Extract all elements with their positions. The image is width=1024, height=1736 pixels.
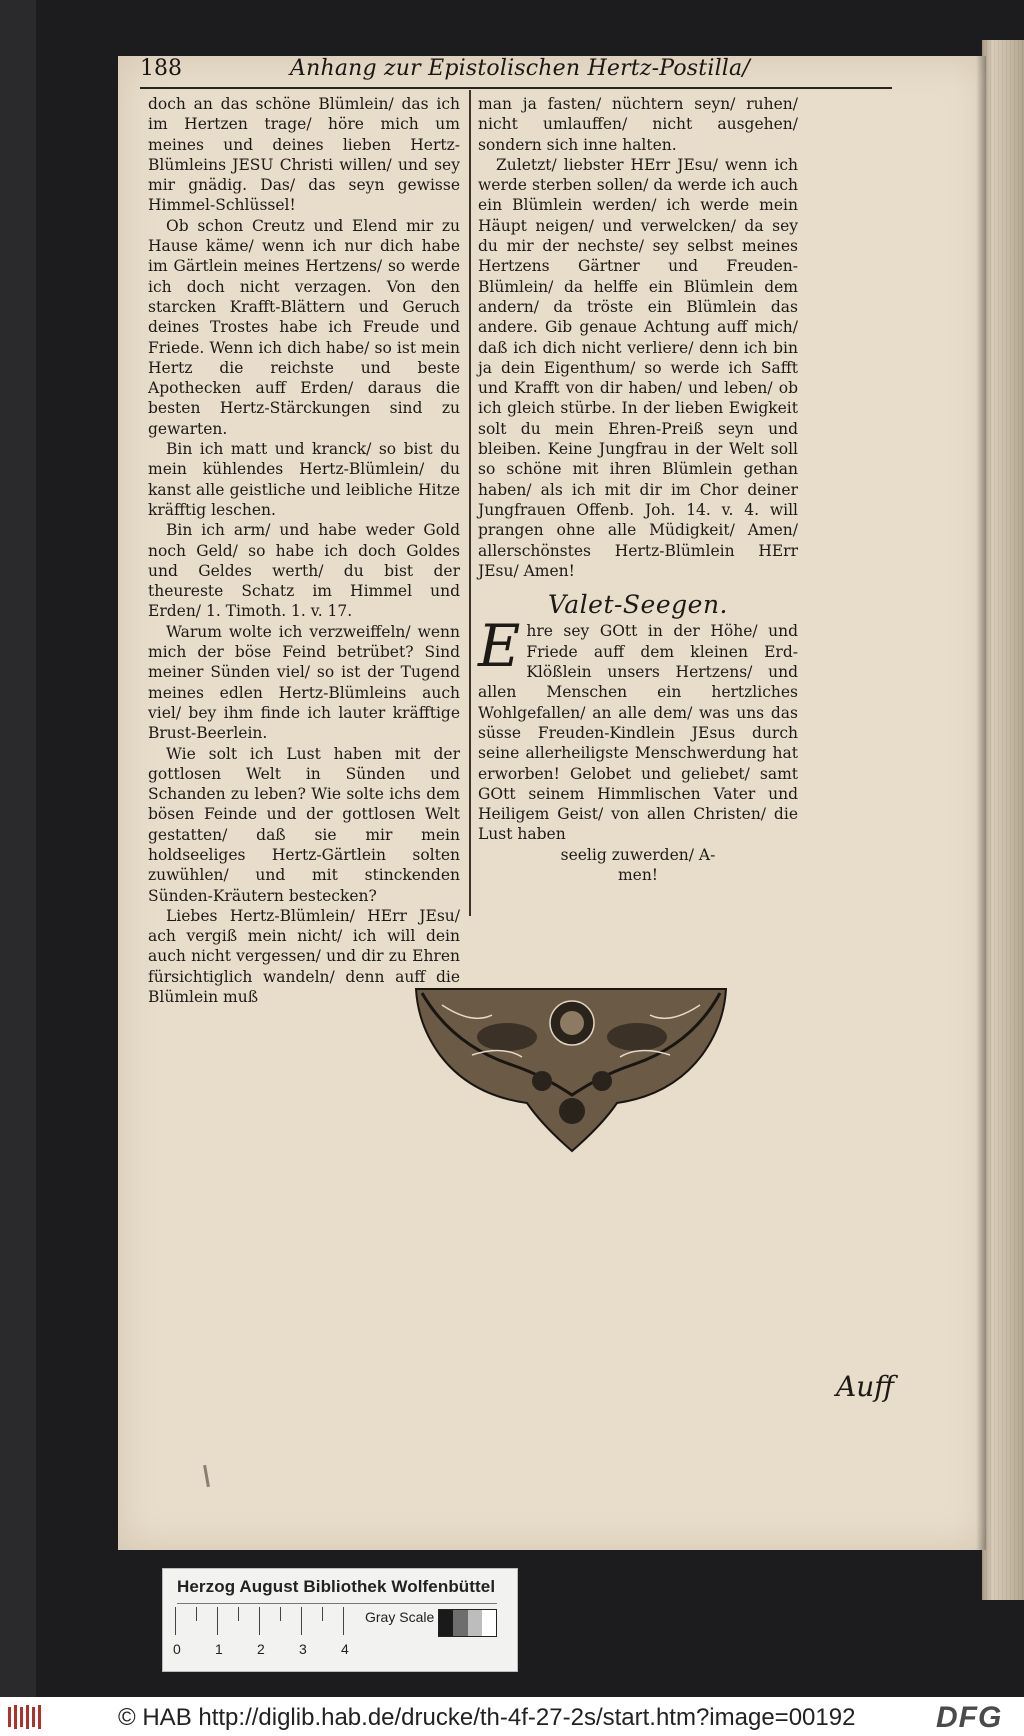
left-paragraph: Bin ich matt und kranck/ so bist du mein kühlendes Hertz-Blümlein/ du kanst alle geistliche und leibliche Hitze kräfftig leschen. bbox=[148, 440, 460, 519]
catchword: Auff bbox=[836, 1370, 895, 1403]
right-paragraph: man ja fasten/ nüchtern seyn/ ruhen/ nicht umlauffen/ nicht ausgehen/ sondern sich inne halten. bbox=[478, 95, 798, 154]
left-paragraph: Liebes Hertz-Blümlein/ HErr JEsu/ ach vergiß mein nicht/ ich will dein auch nicht vergessen/ und dir zu Ehren fürsichtiglich wandeln/ denn auff die Blümlein muß bbox=[148, 906, 460, 1007]
card-rule bbox=[177, 1603, 497, 1604]
scale-label: 0 bbox=[173, 1641, 181, 1657]
gray-swatches bbox=[438, 1609, 497, 1637]
footer-bar bbox=[0, 1697, 1024, 1736]
color-target-card bbox=[162, 1568, 518, 1672]
left-paragraph: Warum wolte ich verzweiffeln/ wenn mich der böse Feind betrübet? Sind meiner Sünden viel/ so ist der Tugend meines edlen Hertz-Blümleins auch viel/ bey ihm finde ich lauter kräfftige Brust-Beerlein. bbox=[148, 622, 460, 743]
running-head bbox=[140, 56, 892, 86]
scale-label: 4 bbox=[341, 1641, 349, 1657]
copyright-url-link[interactable]: © HAB http://diglib.hab.de/drucke/th-4f-27-2s/start.htm?image=00192 bbox=[118, 1704, 856, 1731]
blessing-text: hre sey GOtt in der Höhe/ und Friede auff dem kleinen Erd-Klößlein unsers Hertzens/ und allen Menschen ein hertzliches Wohlgefallen/ an alle dem/ was uns das süsse Freuden-Kindlein JEsus durch seine allerheiligste Menschwerdung hat erworben! Gelobet und geliebet/ samt GOtt seinem Himmlischen Vater und Heiligem Geist/ von allen Christen/ die Lust haben bbox=[478, 622, 798, 844]
scale-label: 3 bbox=[299, 1641, 307, 1657]
hab-logo-icon bbox=[6, 1703, 44, 1731]
page-gutter-shadow bbox=[976, 56, 986, 1550]
gray-swatch bbox=[453, 1610, 467, 1636]
library-name: Herzog August Bibliothek Wolfenbüttel bbox=[177, 1577, 496, 1596]
blessing-closing-line: men! bbox=[617, 865, 659, 884]
gray-swatch bbox=[482, 1610, 496, 1636]
scale-ruler bbox=[175, 1607, 365, 1637]
gray-swatch bbox=[439, 1610, 453, 1636]
left-paragraph: doch an das schöne Blümlein/ das ich im Hertzen trage/ höre mich um meines und deines lieben Hertz-Blümleins JESU Christi willen/ und sey mir gnädig. Das/ das seyn gewisse Himmel-Schlüssel! bbox=[148, 95, 460, 215]
dfg-logo: DFG bbox=[936, 1701, 1003, 1734]
blessing-closing-line: seelig zuwerden/ A- bbox=[560, 845, 716, 864]
left-paragraph: Bin ich arm/ und habe weder Gold noch Geld/ so habe ich doch Goldes und Geldes werth/ du bist der theureste Schatz im Himmel und Erden/ 1. Timoth. 1. v. 17. bbox=[148, 521, 460, 621]
gray-swatch bbox=[468, 1610, 482, 1636]
column-divider bbox=[469, 90, 471, 916]
running-head-title: Anhang zur Epistolischen Hertz-Postilla/ bbox=[290, 56, 750, 81]
ornament-tailpiece bbox=[412, 985, 730, 1153]
book-block-edge bbox=[982, 40, 1024, 1600]
gray-scale-label: Gray Scale bbox=[365, 1609, 435, 1625]
left-paragraph: Wie solt ich Lust haben mit der gottlosen Welt in Sünden und Schanden zu leben? Wie solte ichs dem bösen Feinde und der gottlosen Welt gestatten/ daß sie mir mein holdseeliges Hertz-Gärtlein solten zuwühlen/ und mit stinckenden Sünden-Kräutern bestecken? bbox=[148, 744, 460, 905]
drop-cap: E bbox=[478, 612, 521, 681]
scale-label: 1 bbox=[215, 1641, 223, 1657]
left-column bbox=[148, 94, 460, 1007]
scan-background-left bbox=[0, 0, 36, 1736]
header-rule bbox=[140, 87, 892, 89]
right-paragraph: Zuletzt/ liebster HErr JEsu/ wenn ich werde sterben sollen/ da werde ich auch ein Blümlein werden/ ich werde mein Häupt neigen/ und verwelcken/ da sey du mir der nechste/ sey selbst meines Hertzens Gärtner und Freuden-Blümlein/ da helffe ein Blümlein dem andern/ da tröste ein Blümlein das andere. Gib genaue Achtung auff mich/ daß ich dich nicht verliere/ denn ich bin ja dein Eigenthum/ so werde ich Safft und Krafft von dir haben/ und leben/ ob ich gleich stürbe. In der lieben Ewigkeit solt du mein Ehren-Preiß seyn und bleiben. Keine Jungfrau in der Welt soll so schöne mit ihren Blümlein gethan haben/ als ich mit dir im Chor deiner Jungfrauen Offenb. Joh. 14. v. 4. will prangen ohne alle Müdigkeit/ Amen/ allerschönstes Hertz-Blümlein HErr JEsu/ Amen! bbox=[478, 155, 798, 580]
left-paragraph: Ob schon Creutz und Elend mir zu Hause käme/ wenn ich nur dich habe im Gärtlein meines Hertzens/ so werde ich doch nicht verzagen. Von den starcken Krafft-Blättern und Geruch deines Trostes habe ich Freude und Friede. Wenn ich dich habe/ so ist mein Hertz die reichste und beste Apothecken auff Erden/ daraus die besten Hertz-Stärckungen sind zu gewarten. bbox=[148, 216, 460, 438]
page-number: 188 bbox=[140, 56, 182, 81]
right-column bbox=[478, 94, 798, 885]
blessing-paragraph bbox=[478, 612, 798, 844]
scale-label: 2 bbox=[257, 1641, 265, 1657]
section-title: Valet-Seegen. bbox=[547, 590, 728, 620]
